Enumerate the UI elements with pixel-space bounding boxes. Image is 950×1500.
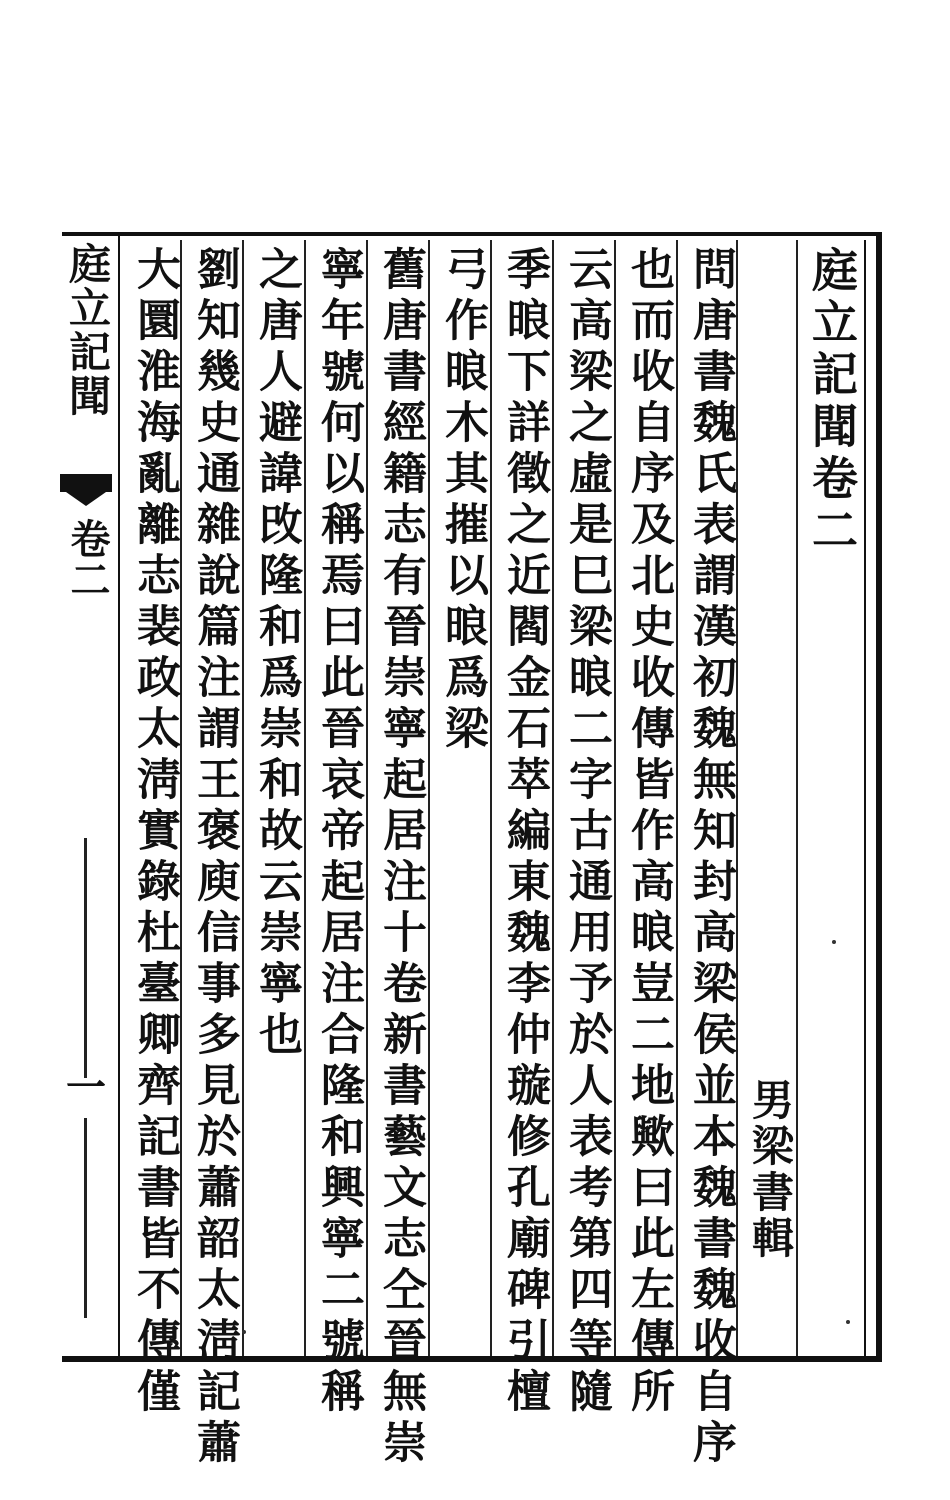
column-rule: [366, 240, 368, 1356]
fold-center-line: [84, 838, 87, 1078]
frame-bottom-border: [62, 1356, 882, 1362]
column-rule: [304, 240, 306, 1356]
fold-book-title: 庭立記聞: [63, 242, 112, 418]
column-rule: [180, 240, 182, 1356]
frame-right-border: [876, 232, 882, 1362]
column-rule: [676, 240, 678, 1356]
column-rule: [736, 240, 738, 1356]
column-rule: [490, 240, 492, 1356]
fold-volume-label: 卷二: [64, 518, 111, 600]
fold-page-number: 一: [66, 1064, 106, 1111]
text-column-7: 寧年號何以稱焉曰此晉哀帝起居注合隆和興寧二號稱: [313, 246, 364, 1419]
text-column-6: 舊唐書經籍志有晉崇寧起居注十卷新書藝文志仝晉無崇: [375, 246, 426, 1470]
column-rule: [552, 240, 554, 1356]
frame-left-border: [118, 236, 120, 1358]
frame-top-border: [62, 232, 882, 236]
frame-right-inner-border: [864, 240, 866, 1356]
ink-speck: [846, 1320, 850, 1324]
column-rule: [242, 240, 244, 1356]
text-column-8: 之唐人避諱攺隆和爲崇和故云崇寧也: [251, 246, 302, 1062]
fish-tail-notch: [66, 492, 106, 506]
ink-speck: [242, 1330, 246, 1334]
text-column-3: 云高梁之虛是巳梁㫰二字古通用予於人表考第四等隨: [561, 246, 612, 1419]
text-column-5: 弓作㫰木其摧以㫰爲梁: [437, 246, 488, 756]
ink-speck: [832, 940, 836, 944]
column-rule: [614, 240, 616, 1356]
text-column-4: 季㫰下詳徵之近閻金石萃編東魏李仲璇修孔廟碑引檀: [499, 246, 550, 1419]
text-column-9: 劉知幾史通雜說篇注謂王褒庾信事多見於蕭韶太淸記蕭: [189, 246, 240, 1470]
fish-tail-mark: [60, 474, 112, 492]
column-rule: [796, 240, 798, 1356]
text-column-1: 問唐書魏氏表謂漢初魏無知封高梁侯並本魏書魏收自序: [685, 246, 736, 1470]
book-title-line: 庭立記聞卷二: [805, 246, 859, 558]
text-column-10: 大圜淮海亂離志裴政太淸實錄杜臺卿齊記書皆不傳僅: [129, 246, 180, 1419]
fold-center-line-lower: [84, 1118, 87, 1318]
fold-strip: [60, 238, 112, 1358]
column-rule: [428, 240, 430, 1356]
compiler-credit: 男梁書輯: [746, 1078, 795, 1262]
text-column-2: 也而收自序及北史收傳皆作高㫰豈二地歟曰此左傳所: [623, 246, 674, 1419]
